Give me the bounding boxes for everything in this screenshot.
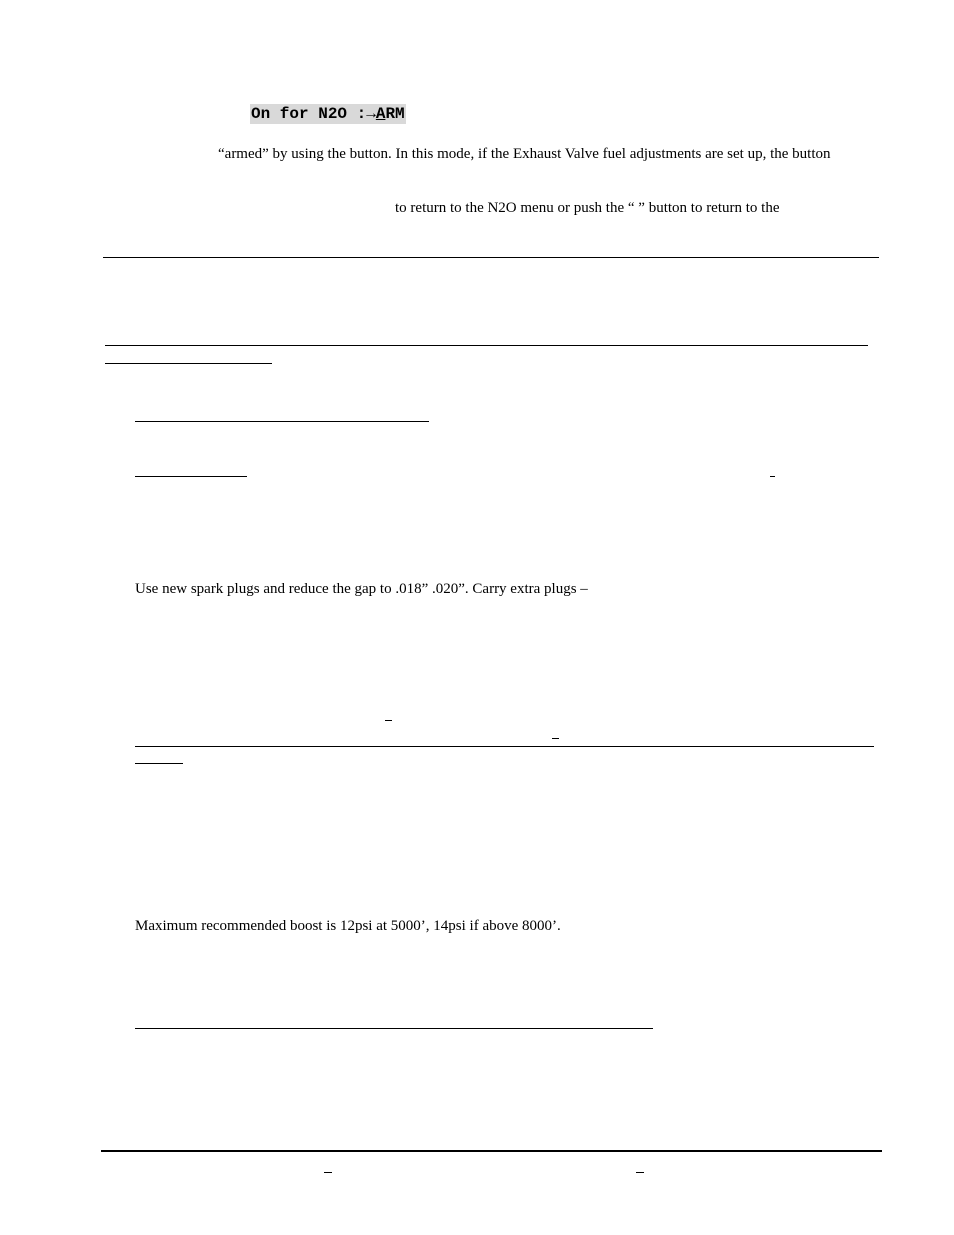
footer-dash-1 (324, 1172, 332, 1173)
dash-mark-1 (770, 476, 775, 477)
para1-line2: to return to the N2O menu or push the “ ” button to return to the (395, 200, 780, 216)
lcd-display-line (250, 104, 406, 124)
section-divider (103, 257, 879, 258)
subheading-underline-2 (135, 476, 247, 477)
subheading-underline-4 (135, 763, 183, 764)
boost-tip: Maximum recommended boost is 12psi at 5000’, 14psi if above 8000’. (135, 918, 561, 934)
subheading-underline-1 (135, 421, 429, 422)
footer-divider (101, 1150, 882, 1152)
dash-mark-2 (385, 720, 392, 721)
heading-underline-1 (105, 345, 868, 346)
dash-mark-3 (552, 738, 559, 739)
para1-line1: “armed” by using the button. In this mode, if the Exhaust Valve fuel adjustments are set up, the button (218, 146, 831, 162)
arrow-icon: → (366, 105, 376, 123)
spark-plug-tip: Use new spark plugs and reduce the gap to .018” .020”. Carry extra plugs – (135, 581, 588, 597)
lcd-cursor-char: A (375, 105, 386, 123)
heading-underline-2 (105, 363, 272, 364)
subheading-underline-3 (135, 746, 874, 747)
subheading-underline-5 (135, 1028, 653, 1029)
footer-dash-2 (636, 1172, 644, 1173)
lcd-prefix: On for N2O : (251, 105, 367, 123)
lcd-rest: RM (385, 105, 405, 123)
